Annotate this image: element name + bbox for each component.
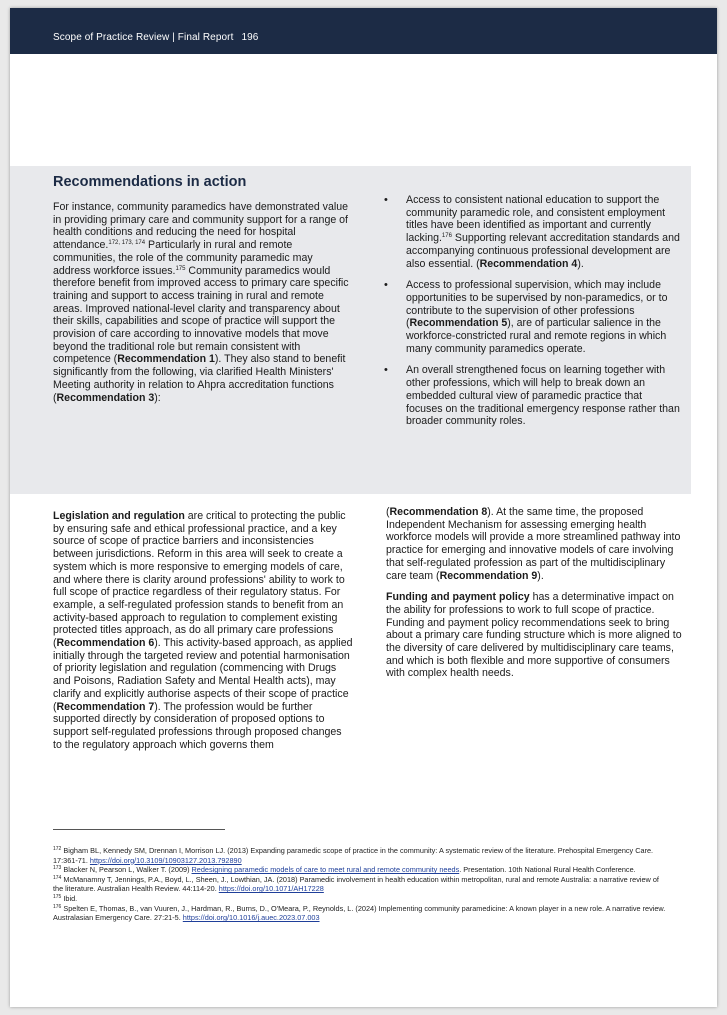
bullet-3-text: An overall strengthened focus on learning together with other professions, which will help to break down an embedded cultural view of paramedic practice that focuses on the traditional emergency response rather than broader community roles. [406,364,680,428]
footnote-ref-175[interactable]: 175 [175,265,186,272]
footnote-172 [53,846,668,865]
intro-text-3: Community paramedics would therefore benefit from improved access to primary care specific training and support to access training in rural and remote areas. Improved national-level clarity and transparency about their skills, capabilities and scope of practice will support the provision of care according to innovative models that move beyond the traditional role but remain consistent with competence ( [53,264,349,366]
bullet-1-text-3: ). [577,257,584,270]
footnote-number: 172 [53,846,62,852]
page-header [10,8,717,54]
footnote-text: Bigham BL, Kennedy SM, Drennan I, Morrison LJ. (2013) Expanding paramedic scope of practice in the community: A systematic review of the literature. Prehospital Emergency Care. 17:361-71. [53,846,654,865]
footnote-175 [53,894,668,904]
intro-text-4: ). They also stand to benefit significantly from the following, via clarified Health Ministers' Meeting authority in relation to Ahpra accreditation functions ( [53,353,346,404]
bullet-item [384,279,681,355]
recommendation-5-ref: Recommendation 5 [409,317,508,330]
footnote-text: Blacker N, Pearson L, Walker T. (2009) [61,865,192,875]
footnote-text: Ibid. [61,893,78,903]
bullet-2-text-1: Access to professional supervision, which may include opportunities to be supervised by non-paramedics, or to contribute to the supervision of other professions ( [406,279,668,330]
intro-paragraph [53,201,353,404]
footnote-173 [53,865,668,875]
bullet-2-text-2: ), are of particular salience in the workforce-constricted rural and remote regions in which many community paramedics operate. [406,317,667,355]
bullet-dot-icon: • [384,364,388,377]
intro-text-1: For instance, community paramedics have demonstrated value in providing primary care and community support for a range of health conditions and reducing the need for hospital attendance. [53,201,349,252]
bullet-dot-icon: • [384,279,388,292]
report-page [10,8,717,1007]
bullet-dot-icon: • [384,194,388,206]
body-left-column [53,510,353,751]
footnote-176 [53,904,668,923]
intro-text-2: Particularly in rural and remote communities, the role of the community paramedic may address workforce issues. [53,239,313,277]
footnotes [53,846,668,923]
footnote-number: 174 [53,874,62,881]
right-text-3: has a determinative impact on the ability for professions to work to full scope of practice. Funding and payment policy recommendations seek to bring about a primary care funding structure which is more aligned to the diversity of care delivered by multidisciplinary care teams, and which is both flexible and more supportive of consumers with complex health needs. [386,591,682,680]
left-text-1: are critical to protecting the public by ensuring safe and ethical professional practice, and a key source of scope of practice barriers and inconsistencies between jurisdictions. Reform in this area will seek to create a system which is more responsive to emerging models of care, and where there is clarity around professions' ability to work to full scope of practice regardless of their regulatory status. For example, a self-regulated profession stands to benefit from an activity-based approach to regulation to complement existing protected titles approach, as do all primary care professions ( [53,510,346,650]
left-text-3: ). The profession would be further supported directly by consideration of proposed options to support self-regulated professions through proposed changes to the regulatory approach which governs them [53,700,342,751]
footnote-link[interactable]: https://doi.org/10.1016/j.auec.2023.07.003 [182,913,320,923]
footnote-text: McManamny T, Jennings, P.A., Boyd, L., Sheen, J., Lowthian, JA. (2018) Paramedic involvement in health education within metropolitan, rural and remote Australia: a narrative review of the literature. Australian Health Review. 44:114-20. [53,874,659,894]
footnote-number: 175 [53,893,62,900]
recommendation-4-ref: Recommendation 4 [479,257,578,270]
intro-text-5: ): [154,391,161,404]
header-text [53,32,258,43]
recommendation-6-ref: Recommendation 6 [56,637,155,650]
page-number: 196 [241,32,259,43]
report-title: Scope of Practice Review | Final Report [53,32,234,43]
body-right-column [386,506,686,680]
footnote-174 [53,875,668,894]
panel-title: Recommendations in action [53,174,247,190]
bullet-list [384,194,681,437]
recommendation-7-ref: Recommendation 7 [56,700,155,713]
footnote-ref-176[interactable]: 176 [441,233,452,240]
left-text-2: ). This activity-based approach, as applied initially through the targeted review and potential harmonisation of priority legislation and regulation (commencing with Drugs and Poisons, Radiation Safety and Mental Health acts), may clarify and explicitly authorise aspects of their scope of practice ( [53,637,353,713]
footnote-divider [53,829,225,830]
recommendation-1-ref: Recommendation 1 [117,353,215,366]
funding-lead: Funding and payment policy [386,591,530,604]
footnote-text-after: . Presentation. 10th National Rural Health Conference. [459,865,636,875]
right-text-1: ). At the same time, the proposed Independent Mechanism for assessing emerging health workforce models will provide a more streamlined pathway into practice for emerging and innovative models of care involving that self-regulated profession as part of the multidisciplinary care team ( [386,506,681,582]
footnote-text: Spelten E, Thomas, B., van Vuuren, J., Hardman, R., Burns, D., O'Meara, P., Reynolds, L. (2024) Implementing community paramedicine: A known player in a new role. A narrative review. Australasian Emergency Care. 27:21-5. [53,903,666,923]
footnote-link[interactable]: Redesigning paramedic models of care to meet rural and remote community needs [191,865,460,875]
recommendation-3-ref: Recommendation 3 [56,391,155,404]
footnote-number: 176 [53,903,62,910]
right-text-0: ( [386,506,390,518]
footnote-link[interactable]: https://doi.org/10.1071/AH17228 [218,884,324,894]
recommendation-9-ref: Recommendation 9 [439,569,538,582]
bullet-item [384,364,681,428]
right-text-2: ). [537,569,544,582]
legislation-lead: Legislation and regulation [53,510,185,522]
footnote-ref-172-174[interactable]: 172, 173, 174 [108,240,146,247]
recommendation-8-ref: Recommendation 8 [389,506,488,518]
bullet-1-text-2: Supporting relevant accreditation standards and accompanying continuous professional development are also essential. ( [406,232,680,270]
bullet-item [384,194,681,270]
footnote-number: 173 [53,865,62,872]
bullet-1-text-1: Access to consistent national education to support the community paramedic role, and consistent employment titles have been identified as important and currently lacking. [406,194,666,245]
footnote-link[interactable]: https://doi.org/10.3109/10903127.2013.792890 [89,855,242,865]
